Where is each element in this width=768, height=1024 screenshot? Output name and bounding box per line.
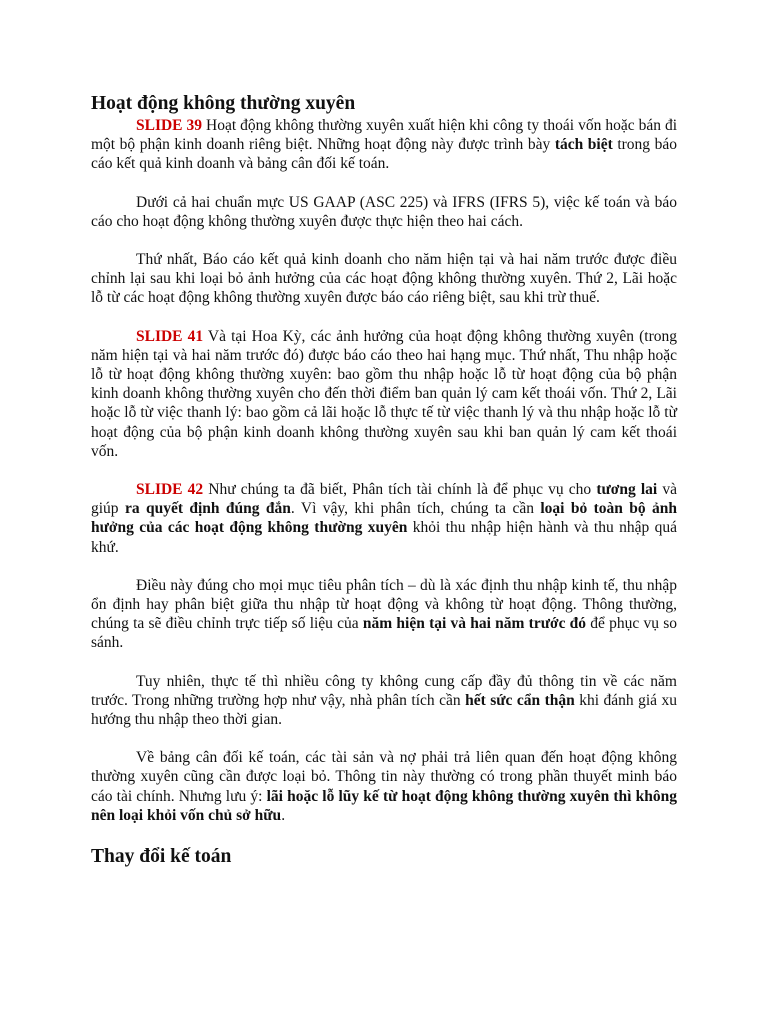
paragraph-text: Về bảng cân đối kế toán, các tài sản và nợ phải trả liên quan đến hoạt động không thường xuyên cũng cần được loại bỏ. Thông tin này thường có trong phần thuyết minh báo cáo tài chính. Nhưng lưu ý:: [91, 749, 677, 805]
body-paragraph: [91, 480, 677, 557]
slide-reference-label: SLIDE 42: [136, 481, 204, 499]
body-paragraph: [91, 250, 677, 308]
emphasized-text: năm hiện tại và hai năm trước đó: [362, 615, 587, 633]
body-paragraph: [91, 748, 677, 825]
paragraph-text: khi đánh giá xu hướng thu nhập theo thời gian.: [91, 691, 678, 729]
paragraph-text: và giúp: [91, 481, 677, 518]
paragraph-text: để phục vụ so sánh.: [91, 615, 678, 652]
paragraph-text: Tuy nhiên, thực tế thì nhiều công ty không cung cấp đầy đủ thông tin về các năm trước. Trong những trường hợp như vậy, nhà phân tích cần: [91, 672, 677, 709]
paragraph-text: Và tại Hoa Kỳ, các ảnh hưởng của hoạt động không thường xuyên (trong năm hiện tại và hai năm trước đó) được báo cáo theo hai hạng mục. Thứ nhất, Thu nhập hoặc lỗ từ hoạt động không thường xuyên: bao gồm thu nhập hoặc lỗ từ hoạt động của bộ phận kinh doanh không thường xuyên cho đến thời điểm ban quản lý cam kết thoái vốn. Thứ 2, Lãi hoặc lỗ từ việc thanh lý: bao gồm cả lãi hoặc lỗ thực tế từ việc thanh lý và thu nhập hoặc lỗ từ hoạt động của bộ phận kinh doanh không thường xuyên sau khi ban quản lý cam kết thoái vốn.: [91, 327, 678, 460]
paragraph-text: khỏi thu nhập hiện hành và thu nhập quá khứ.: [91, 519, 677, 556]
emphasized-text: tương lai: [596, 481, 658, 499]
paragraph-text: trong báo cáo kết quả kinh doanh và bảng cân đối kế toán.: [91, 136, 677, 173]
section-heading-accounting-changes: Thay đổi kế toán: [91, 846, 232, 868]
paragraph-text: Hoạt động không thường xuyên xuất hiện khi công ty thoái vốn hoặc bán đi một bộ phận kinh doanh riêng biệt. Những hoạt động này được trình bày: [91, 117, 677, 154]
body-paragraph: [91, 672, 677, 730]
paragraph-text: . Vì vậy, khi phân tích, chúng ta cần: [290, 500, 541, 518]
emphasized-text: lãi hoặc lỗ lũy kế từ hoạt động không thường xuyên thì không nên loại khỏi vốn chủ sở hữu: [91, 787, 677, 824]
paragraph-text: Dưới cả hai chuẩn mực US GAAP (ASC 225) và IFRS (IFRS 5), việc kế toán và báo cáo cho hoạt động không thường xuyên được thực hiện theo hai cách.: [91, 193, 677, 230]
emphasized-text: ra quyết định đúng đắn: [124, 500, 291, 518]
slide-reference-label: SLIDE 41: [136, 327, 204, 345]
paragraph-text: Thứ nhất, Báo cáo kết quả kinh doanh cho năm hiện tại và hai năm trước được điều chỉnh lại sau khi loại bỏ ảnh hưởng của các hoạt động không thường xuyên. Thứ 2, Lãi hoặc lỗ từ các hoạt động không thường xuyên được báo cáo riêng biệt, sau khi trừ thuế.: [91, 251, 677, 307]
body-paragraph: [91, 193, 677, 231]
paragraph-text: Điều này đúng cho mọi mục tiêu phân tích – dù là xác định thu nhập kinh tế, thu nhập ổn định hay phân biệt giữa thu nhập từ hoạt động và không từ hoạt động. Thông thường, chúng ta sẽ điều chỉnh trực tiếp số liệu của: [91, 576, 677, 633]
body-paragraph: [91, 327, 677, 461]
document-body: [91, 116, 677, 825]
slide-reference-label: SLIDE 39: [136, 117, 203, 134]
body-paragraph: [91, 576, 677, 653]
emphasized-text: tách biệt: [554, 136, 613, 154]
emphasized-text: hết sức cẩn thận: [465, 691, 575, 709]
document-page: [91, 92, 677, 869]
section-heading-discontinued-operations: Hoạt động không thường xuyên: [91, 93, 356, 114]
body-paragraph: [91, 116, 677, 174]
paragraph-text: .: [281, 806, 286, 824]
paragraph-text: Như chúng ta đã biết, Phân tích tài chính là để phục vụ cho: [203, 481, 597, 499]
emphasized-text: loại bỏ toàn bộ ảnh hưởng của các hoạt động không thường xuyên: [91, 500, 677, 537]
